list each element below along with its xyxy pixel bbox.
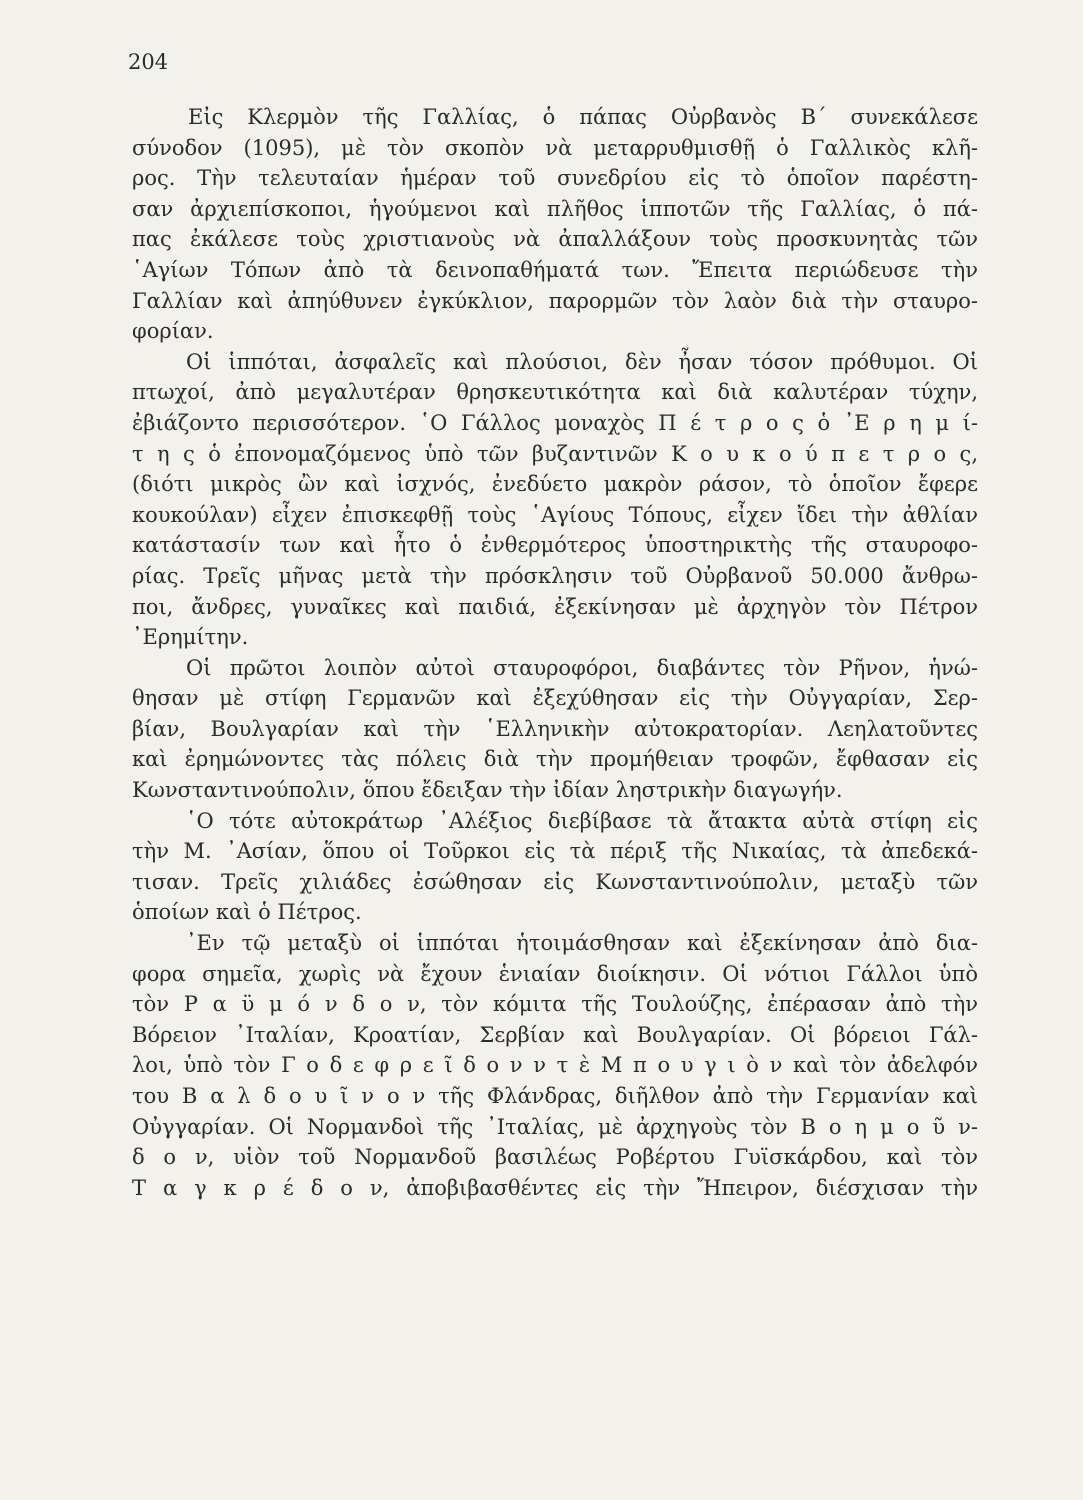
- text-line: Οὐγγαρίαν. Οἱ Νορμανδοὶ τῆς ᾿Ιταλίας, μὲ ἀρχηγοὺς τὸν Β ο η μ ο ῦ ν-: [132, 1114, 978, 1139]
- text-line: φορα σημεῖα, χωρὶς νὰ ἔχουν ἑνιαίαν διοίκησιν. Οἱ νότιοι Γάλλοι ὑπὸ: [132, 961, 978, 986]
- text-line: καὶ ἐρημώνοντες τὰς πόλεις διὰ τὴν προμήθειαν τροφῶν, ἔφθασαν εἰς: [132, 747, 978, 772]
- text-line: φορίαν.: [132, 319, 214, 344]
- body-text: [132, 102, 978, 1203]
- text-line: ᾿Εν τῷ μεταξὺ οἱ ἱππόται ἡτοιμάσθησαν καὶ ἐξεκίνησαν ἀπὸ δια-: [186, 931, 978, 956]
- text-line: κουκούλαν) εἶχεν ἐπισκεφθῇ τοὺς ῾Αγίους Τόπους, εἶχεν ἴδει τὴν ἀθλίαν: [132, 502, 978, 527]
- text-line: τὸν Ρ α ϋ μ ό ν δ ο ν, τὸν κόμιτα τῆς Τουλούζης, ἐπέρασαν ἀπὸ τὴν: [132, 992, 978, 1017]
- text-line: κατάστασίν των καὶ ἦτο ὁ ἐνθερμότερος ὑποστηρικτὴς τῆς σταυροφο-: [132, 533, 978, 558]
- text-line: ποι, ἄνδρες, γυναῖκες καὶ παιδιά, ἐξεκίνησαν μὲ ἀρχηγὸν τὸν Πέτρον: [132, 594, 978, 619]
- text-line: ῾Αγίων Τόπων ἀπὸ τὰ δεινοπαθήματά των. Ἔπειτα περιώδευσε τὴν: [132, 257, 978, 282]
- text-line: ὁποίων καὶ ὁ Πέτρος.: [132, 900, 362, 925]
- text-line: Γαλλίαν καὶ ἀπηύθυνεν ἐγκύκλιον, παρορμῶν τὸν λαὸν διὰ τὴν σταυρο-: [132, 288, 978, 313]
- text-line: ρίας. Τρεῖς μῆνας μετὰ τὴν πρόσκλησιν τοῦ Οὐρβανοῦ 50.000 ἄνθρω-: [132, 563, 978, 588]
- text-line: Βόρειον ᾿Ιταλίαν, Κροατίαν, Σερβίαν καὶ Βουλγαρίαν. Οἱ βόρειοι Γάλ-: [132, 1022, 978, 1047]
- text-line: σαν ἀρχιεπίσκοποι, ἡγούμενοι καὶ πλῆθος ἱπποτῶν τῆς Γαλλίας, ὁ πά-: [132, 196, 978, 221]
- text-line: του Β α λ δ ο υ ῖ ν ο ν τῆς Φλάνδρας, διῆλθον ἀπὸ τὴν Γερμανίαν καὶ: [132, 1084, 978, 1108]
- text-line: (διότι μικρὸς ὢν καὶ ἰσχνός, ἐνεδύετο μακρὸν ράσον, τὸ ὁποῖον ἔφερε: [132, 472, 978, 497]
- text-line: πτωχοί, ἀπὸ μεγαλυτέραν θρησκευτικότητα καὶ διὰ καλυτέραν τύχην,: [132, 380, 978, 405]
- text-line: Οἱ ἱππόται, ἀσφαλεῖς καὶ πλούσιοι, δὲν ἦσαν τόσον πρόθυμοι. Οἱ: [186, 349, 978, 374]
- page-number: 204: [128, 50, 169, 74]
- text-line: θησαν μὲ στίφη Γερμανῶν καὶ ἐξεχύθησαν εἰς τὴν Οὐγγαρίαν, Σερ-: [132, 686, 978, 711]
- text-line: ἐβιάζοντο περισσότερον. ῾Ο Γάλλος μοναχὸς Π έ τ ρ ο ς ὁ ᾿Ε ρ η μ ί-: [132, 410, 978, 435]
- text-line: τ η ς ὁ ἐπονομαζόμενος ὑπὸ τῶν βυζαντινῶν Κ ο υ κ ο ύ π ε τ ρ ο ς,: [132, 441, 978, 466]
- text-line: βίαν, Βουλγαρίαν καὶ τὴν ῾Ελληνικὴν αὐτοκρατορίαν. Λεηλατοῦντες: [132, 716, 978, 741]
- text-line: λοι, ὑπὸ τὸν Γ ο δ ε φ ρ ε ῖ δ ο ν ν τ ὲ Μ π ο υ γ ι ὸ ν καὶ τὸν ἀδελφόν: [132, 1053, 978, 1078]
- text-line: Τ α γ κ ρ έ δ ο ν, ἀποβιβασθέντες εἰς τὴν Ἤπειρον, διέσχισαν τὴν: [132, 1175, 978, 1200]
- text-line: Οἱ πρῶτοι λοιπὸν αὐτοὶ σταυροφόροι, διαβάντες τὸν Ρῆνον, ἡνώ-: [186, 655, 978, 680]
- text-line: δ ο ν, υἱὸν τοῦ Νορμανδοῦ βασιλέως Ροβέρτου Γυϊσκάρδου, καὶ τὸν: [132, 1145, 978, 1170]
- text-line: ῾Ο τότε αὐτοκράτωρ ᾿Αλέξιος διεβίβασε τὰ ἄτακτα αὐτὰ στίφη εἰς: [186, 808, 978, 833]
- text-line: τισαν. Τρεῖς χιλιάδες ἐσώθησαν εἰς Κωνσταντινούπολιν, μεταξὺ τῶν: [132, 869, 978, 894]
- text-line: Κωνσταντινούπολιν, ὅπου ἔδειξαν τὴν ἰδίαν ληστρικὴν διαγωγήν.: [132, 778, 843, 803]
- text-line: ρος. Τὴν τελευταίαν ἡμέραν τοῦ συνεδρίου εἰς τὸ ὁποῖον παρέστη-: [132, 166, 978, 191]
- text-line: τὴν Μ. ᾿Ασίαν, ὅπου οἱ Τοῦρκοι εἰς τὰ πέριξ τῆς Νικαίας, τὰ ἀπεδεκά-: [132, 839, 978, 864]
- text-line: πας ἐκάλεσε τοὺς χριστιανοὺς νὰ ἀπαλλάξουν τοὺς προσκυνητὰς τῶν: [132, 227, 978, 252]
- text-line: ᾿Ερημίτην.: [132, 625, 249, 650]
- text-line: σύνοδον (1095), μὲ τὸν σκοπὸν νὰ μεταρρυθμισθῇ ὁ Γαλλικὸς κλῆ-: [132, 135, 978, 160]
- text-line: Εἰς Κλερμὸν τῆς Γαλλίας, ὁ πάπας Οὐρβανὸς Β΄ συνεκάλεσε: [188, 105, 978, 129]
